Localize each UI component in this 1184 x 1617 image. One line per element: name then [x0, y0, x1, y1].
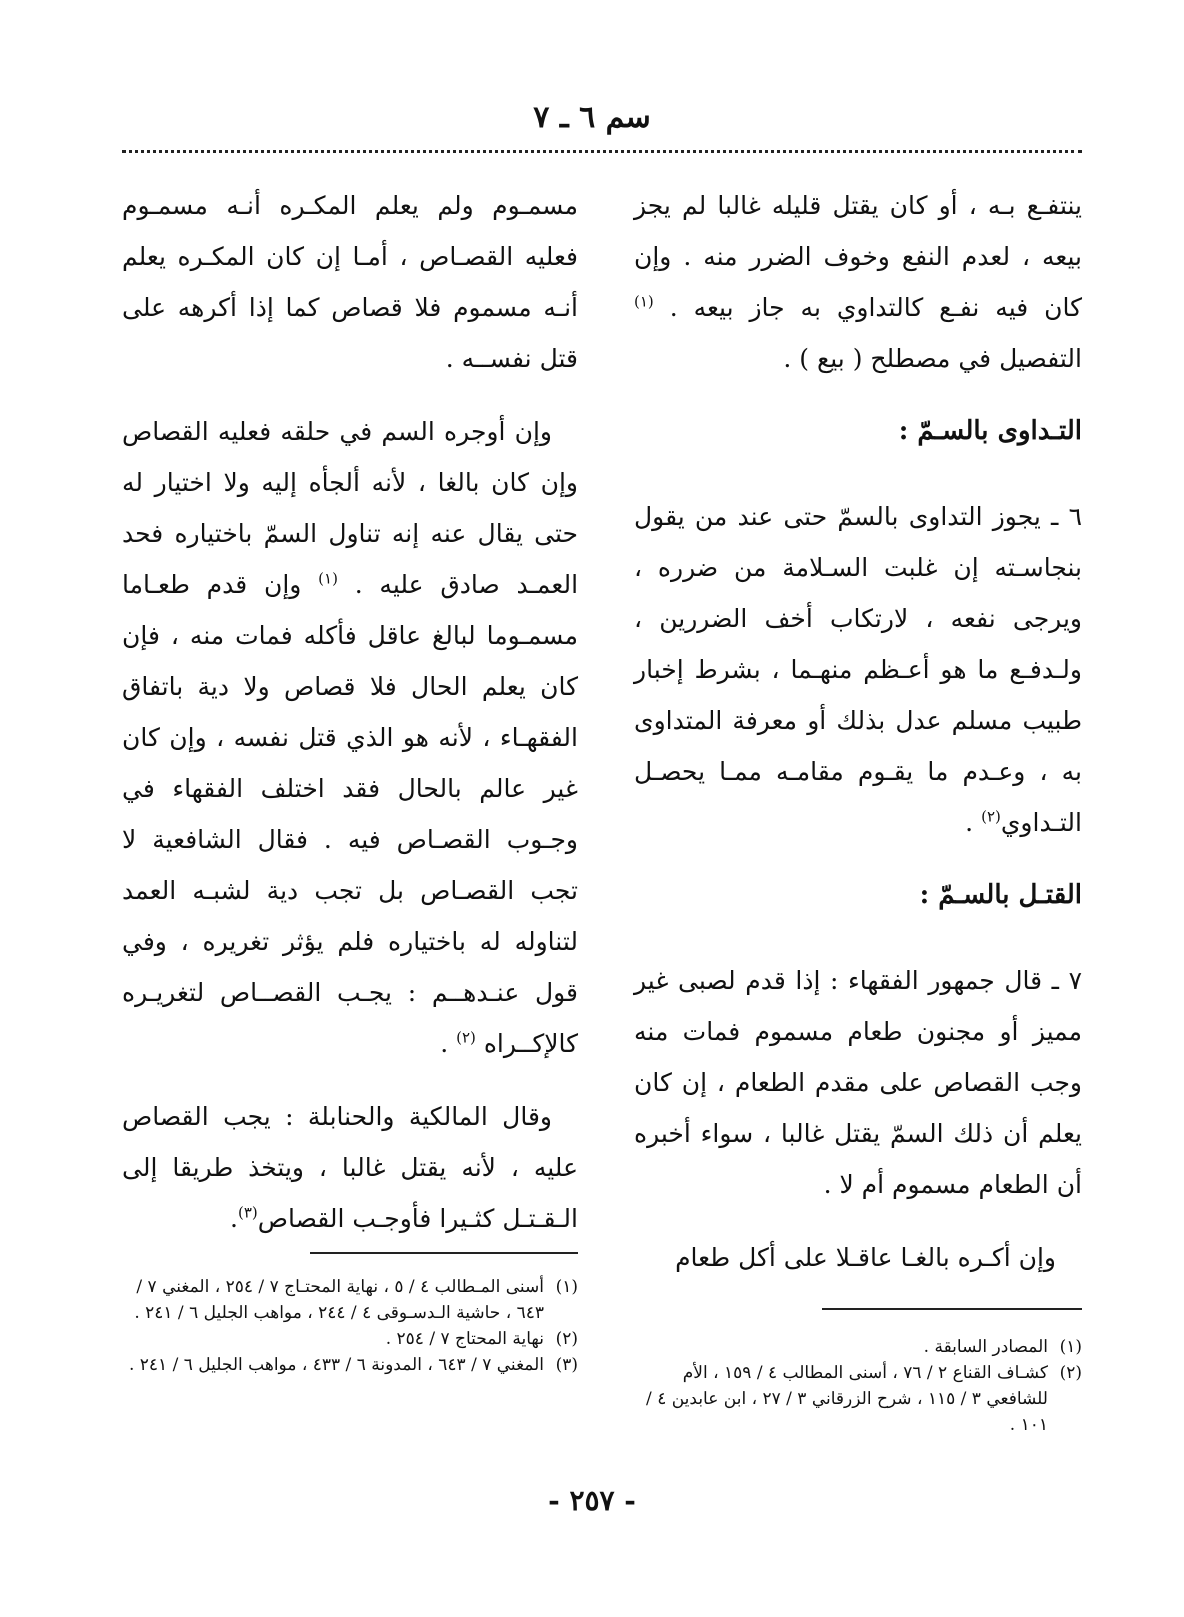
footnote-text: المصادر السابقة . [923, 1337, 1048, 1357]
page-number: - ٢٥٧ - [548, 1484, 636, 1517]
paragraph-text: ينتفـع بـه ، أو كان يقتل قليله غالبا لم يجز بيعه ، لعدم النفع وخوف الضرر منه . وإن كان فيه نفـع كالتداوي به جاز بيعه . [634, 191, 1082, 322]
section-heading: القتـل بالسـمّ : [919, 880, 1082, 910]
paragraph-text: وإن أوجره السم في حلقه فعليه القصاص وإن كان بالغا ، لأنه ألجأه إليه ولا اختيار له حتى يقال عنه إنه تناول السمّ باختياره فحد العمـد صادق عليه . [122, 417, 579, 599]
footnote [122, 1274, 578, 1326]
footnote-number: (٢) [1059, 1363, 1082, 1383]
footnote [122, 1352, 578, 1378]
paragraph: ٧ ـ قال جمهور الفقهاء : إذا قدم لصبى غير مميز أو مجنون طعام مسموم فمات منه وجب القصاص على مقدم الطعام ، إن كان يعلم أن ذلك السمّ يقتل غالبا ، سواء أخبره أن الطعام مسموم أم لا . [634, 966, 1082, 1199]
footnote-text: نهاية المحتاج ٧ / ٢٥٤ . [385, 1329, 544, 1349]
footnote [634, 1360, 1082, 1438]
right-column [634, 180, 1082, 1305]
paragraph: وقال المالكية والحنابلة : يجب القصاص عليه ، لأنه يقتل غالبا ، ويتخذ طريقا إلى الـقـتـل كثـيرا فأوجـب القصاص$^{(٣)}$. [122, 1102, 578, 1233]
footnote-number: (٣) [555, 1355, 578, 1375]
paragraph-text: وإن قدم طعـاما مسمـوما لبالغ عاقل فأكله فمات منه ، فإن كان يعلم الحال فلا قصاص ولا دية باتفاق الفقهـاء ، لأنه هو الذي قتل نفسه ، وإن كان غير عالم بالحال فقد اختلف الفقهاء في وجـوب القصـاص فيه . فقال الشافعية لا تجب القصـاص بل تجب دية لشبـه العمد لتناوله له باختياره فلم يؤثر تغريره ، وفي قول عنـدهــم : يجـب القصــاص لتغريـره كالإكــراه [122, 570, 578, 1058]
footnote [122, 1326, 578, 1352]
footnote-ref: (٢) [981, 807, 1001, 826]
page-header: سم ٦ ـ ٧ [533, 100, 651, 135]
footnote-ref: (١) [634, 292, 654, 311]
paragraph: وإن أكـره بالغـا عاقـلا على أكل طعام [675, 1243, 1056, 1272]
footnotes-left [122, 1274, 578, 1378]
paragraph-text: وقال المالكية والحنابلة : يجب القصاص عليه ، لأنه يقتل غالبا ، ويتخذ طريقا إلى الـقـتـل كثـيرا فأوجـب القصاص [122, 1102, 578, 1233]
footnote-ref: (١) [318, 569, 338, 588]
footnote-divider [310, 1252, 578, 1254]
paragraph: وإن أوجره السم في حلقه فعليه القصاص وإن كان بالغا ، لأنه ألجأه إليه ولا اختيار له حتى يقال عنه إنه تناول السمّ باختياره فحد العمـد صادق عليه . $^{(١)}$ وإن قدم طعـاما مسمـوما لبالغ عاقل فأكله فمات منه ، فإن كان يعلم الحال فلا قصاص ولا دية باتفاق الفقهـاء ، لأنه هو الذي قتل نفسه ، وإن كان غير عالم بالحال فقد اختلف الفقهاء في وجـوب القصـاص فيه . فقال الشافعية لا تجب القصـاص بل تجب دية لشبـه العمد لتناوله له باختياره فلم يؤثر تغريره ، وفي قول عنـدهــم : يجـب القصــاص لتغريـره كالإكــراه $^{(٢)}$ . [122, 417, 579, 1058]
footnote [634, 1334, 1082, 1360]
paragraph: مسمـوم ولم يعلم المكـره أنـه مسمـوم فعليه القصـاص ، أمـا إن كان المكـره يعلم أنـه مسموم فلا قصاص كما إذا أكرهه على قتل نفســه . [122, 191, 578, 373]
left-column [122, 180, 578, 1266]
footnote-number: (٢) [555, 1329, 578, 1349]
footnotes-right [634, 1334, 1082, 1438]
footnote-text: كشـاف القناع ٢ / ٧٦ ، أسنى المطالب ٤ / ١٥٩ ، الأم للشافعي ٣ / ١١٥ ، شرح الزرقاني ٣ / ٢٧ ، ابن عابدين ٤ / ١٠١ . [646, 1363, 1048, 1435]
footnote-number: (١) [1059, 1337, 1082, 1357]
section-heading: التـداوى بالسـمّ : [898, 416, 1082, 446]
paragraph [634, 180, 1082, 384]
header-divider [122, 150, 1082, 153]
footnote-number: (١) [555, 1277, 578, 1297]
footnote-text: المغني ٧ / ٦٤٣ ، المدونة ٦ / ٤٣٣ ، مواهب الجليل ٦ / ٢٤١ . [128, 1355, 544, 1375]
paragraph-text: التفصيل في مصطلح ( بيع ) . [783, 344, 1082, 373]
paragraph-text: ٦ ـ يجوز التداوى بالسمّ حتى عند من يقول بنجاسـته إن غلبت السـلامة من ضرره ، ويرجى نفعه ، لارتكاب أخف الضررين ، ولـدفـع ما هو أعـظم منهـما ، بشرط إخبار طبيب مسلم عدل بذلك أو معرفة المتداوى به ، وعـدم ما يقـوم مقامـه ممـا يحصـل التـداوي [634, 502, 1082, 837]
footnote-ref: (٣) [237, 1203, 258, 1222]
footnote-divider [822, 1308, 1082, 1310]
footnote-text: أسنى المـطالب ٤ / ٥ ، نهاية المحتـاج ٧ / ٢٥٤ ، المغني ٧ / ٦٤٣ ، حاشية الـدسـوقى ٤ / ٢٤٤ ، مواهب الجليل ٦ / ٢٤١ . [134, 1277, 544, 1323]
paragraph: ٦ ـ يجوز التداوى بالسمّ حتى عند من يقول بنجاسـته إن غلبت السـلامة من ضرره ، ويرجى نفعه ، لارتكاب أخف الضررين ، ولـدفـع ما هو أعـظم منهـما ، بشرط إخبار طبيب مسلم عدل بذلك أو معرفة المتداوى به ، وعـدم ما يقـوم مقامـه ممـا يحصـل التـداوي$^{(٢)}$ . [634, 502, 1082, 837]
footnote-ref: (٢) [456, 1028, 476, 1047]
